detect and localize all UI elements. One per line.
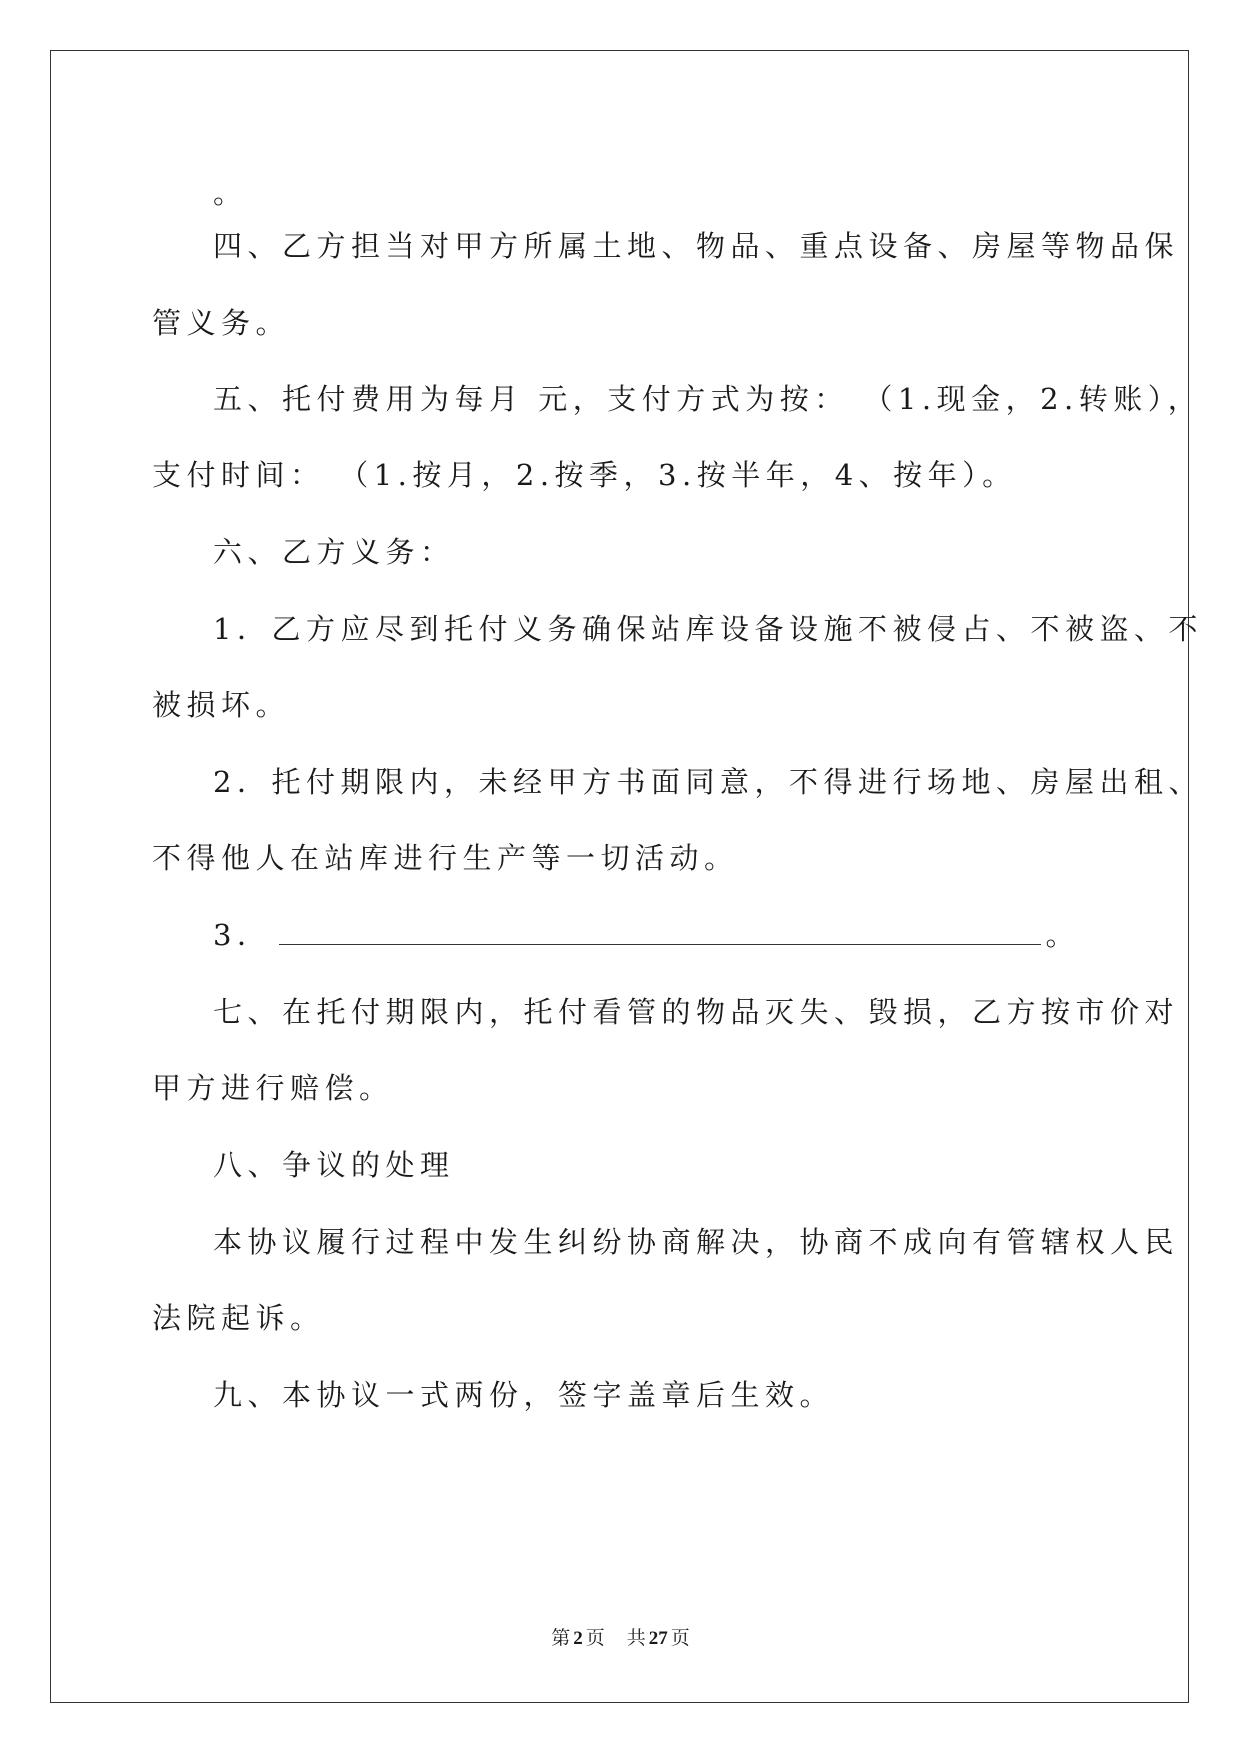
total-pages: 27 xyxy=(648,1628,668,1649)
total-prefix: 共 xyxy=(626,1628,646,1649)
text-line: 。 xyxy=(213,176,248,210)
text-line: 本协议履行过程中发生纠纷协商解决，协商不成向有管辖权人民 xyxy=(213,1225,1180,1259)
text-line: 支付时间： （1.按月，2.按季，3.按半年，4、按年）。 xyxy=(152,458,1017,492)
total-suffix: 页 xyxy=(670,1628,690,1649)
fill-in-line xyxy=(213,915,1080,955)
blank-underline xyxy=(279,918,1041,945)
text-line: 被损坏。 xyxy=(152,688,291,722)
section-heading: 八、争议的处理 xyxy=(213,1148,455,1182)
item-number: 3． xyxy=(213,918,272,952)
text-line: 法院起诉。 xyxy=(152,1301,325,1335)
text-line: 九、本协议一式两份，签字盖章后生效。 xyxy=(213,1378,835,1412)
page-footer xyxy=(0,1627,1241,1651)
text-line: 七、在托付期限内，托付看管的物品灭失、毁损，乙方按市价对 xyxy=(213,995,1180,1029)
text-line: 六、乙方义务： xyxy=(213,535,455,569)
page-number: 2 xyxy=(573,1628,583,1649)
text-line: 2．托付期限内，未经甲方书面同意，不得进行场地、房屋出租、 xyxy=(213,765,1203,799)
text-line: 1．乙方应尽到托付义务确保站库设备设施不被侵占、不被盗、不 xyxy=(213,612,1203,646)
page-prefix: 第 xyxy=(551,1628,571,1649)
text-line: 五、托付费用为每月 元，支付方式为按： （1.现金，2.转账）， xyxy=(213,382,1203,416)
text-line: 不得他人在站库进行生产等一切活动。 xyxy=(152,841,739,875)
text-line: 甲方进行赔偿。 xyxy=(152,1071,394,1105)
page-suffix: 页 xyxy=(585,1628,605,1649)
line-end-punctuation: 。 xyxy=(1045,918,1080,952)
text-line: 管义务。 xyxy=(152,306,291,340)
text-line: 四、乙方担当对甲方所属土地、物品、重点设备、房屋等物品保 xyxy=(213,229,1180,263)
